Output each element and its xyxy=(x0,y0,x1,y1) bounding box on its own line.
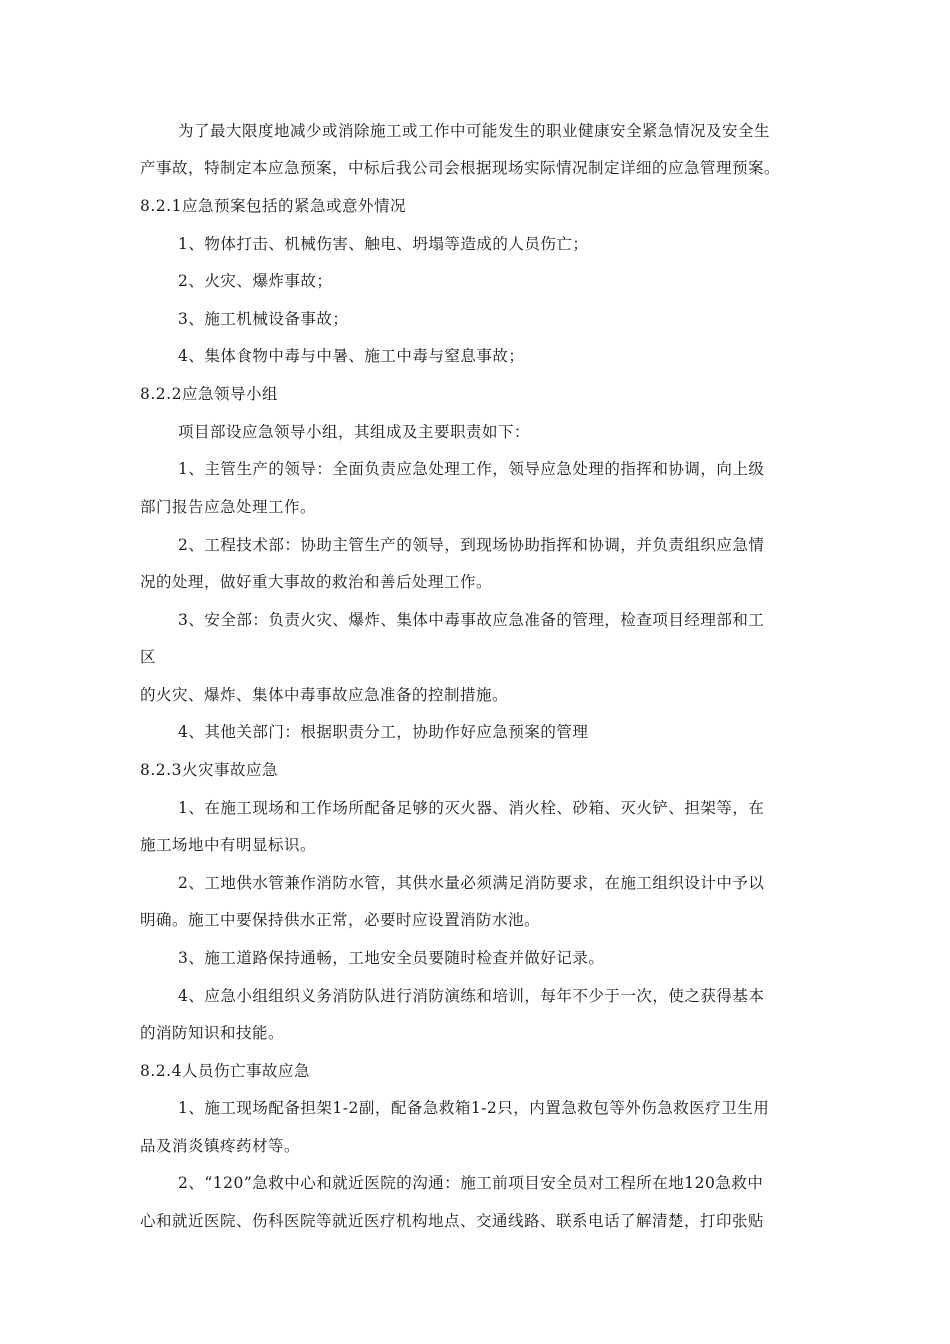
paragraph-continuation: 的消防知识和技能。 xyxy=(140,1024,285,1042)
list-item: 1、主管生产的领导：全面负责应急处理工作，领导应急处理的指挥和协调，向上级 xyxy=(178,460,765,478)
paragraph-continuation: 施工场地中有明显标识。 xyxy=(140,836,317,854)
paragraph-continuation: 心和就近医院、伤科医院等就近医疗机构地点、交通线路、联系电话了解清楚，打印张贴 xyxy=(140,1212,765,1230)
paragraph-continuation: 明确。施工中要保持供水正常，必要时应设置消防水池。 xyxy=(140,911,541,929)
paragraph-continuation: 的火灾、爆炸、集体中毒事故应急准备的控制措施。 xyxy=(140,686,509,704)
section-heading-8-2-4: 8.2.4人员伤亡事故应急 xyxy=(140,1062,310,1080)
list-item: 4、其他关部门：根据职责分工，协助作好应急预案的管理 xyxy=(178,723,589,741)
list-item: 3、施工机械设备事故； xyxy=(178,310,349,328)
paragraph-line: 项目部设应急领导小组，其组成及主要职责如下： xyxy=(178,423,531,441)
list-item: 3、安全部：负责火灾、爆炸、集体中毒事故应急准备的管理，检查项目经理部和工 xyxy=(178,611,765,629)
list-item: 1、物体打击、机械伤害、触电、坍塌等造成的人员伤亡； xyxy=(178,235,589,253)
list-item: 2、工地供水管兼作消防水管，其供水量必须满足消防要求，在施工组织设计中予以 xyxy=(178,874,765,892)
list-item: 3、施工道路保持通畅，工地安全员要随时检查并做好记录。 xyxy=(178,949,605,967)
list-item: 2、工程技术部：协助主管生产的领导，到现场协助指挥和协调，并负责组织应急情 xyxy=(178,536,765,554)
list-item: 1、施工现场配备担架1-2副，配备急救箱1-2只，内置急救包等外伤急救医疗卫生用 xyxy=(178,1099,770,1117)
list-item: 2、“120”急救中心和就近医院的沟通：施工前项目安全员对工程所在地120急救中 xyxy=(178,1174,764,1192)
section-heading-8-2-2: 8.2.2应急领导小组 xyxy=(140,385,278,403)
intro-paragraph-line-1: 为了最大限度地减少或消除施工或工作中可能发生的职业健康安全紧急情况及安全生 xyxy=(178,122,771,140)
paragraph-continuation: 区 xyxy=(140,648,157,666)
list-item: 1、在施工现场和工作场所配备足够的灭火器、消火栓、砂箱、灭火铲、担架等，在 xyxy=(178,799,765,817)
section-heading-8-2-1: 8.2.1应急预案包括的紧急或意外情况 xyxy=(140,197,406,215)
paragraph-continuation: 品及消炎镇疼药材等。 xyxy=(140,1137,301,1155)
section-heading-8-2-3: 8.2.3火灾事故应急 xyxy=(140,761,278,779)
list-item: 4、应急小组组织义务消防队进行消防演练和培训，每年不少于一次，使之获得基本 xyxy=(178,987,765,1005)
paragraph-continuation: 况的处理，做好重大事故的救治和善后处理工作。 xyxy=(140,573,493,591)
list-item: 4、集体食物中毒与中暑、施工中毒与窒息事故； xyxy=(178,347,525,365)
list-item: 2、火灾、爆炸事故； xyxy=(178,272,333,290)
intro-paragraph-line-2: 产事故，特制定本应急预案，中标后我公司会根据现场实际情况制定详细的应急管理预案。 xyxy=(140,159,781,177)
paragraph-continuation: 部门报告应急处理工作。 xyxy=(140,498,317,516)
